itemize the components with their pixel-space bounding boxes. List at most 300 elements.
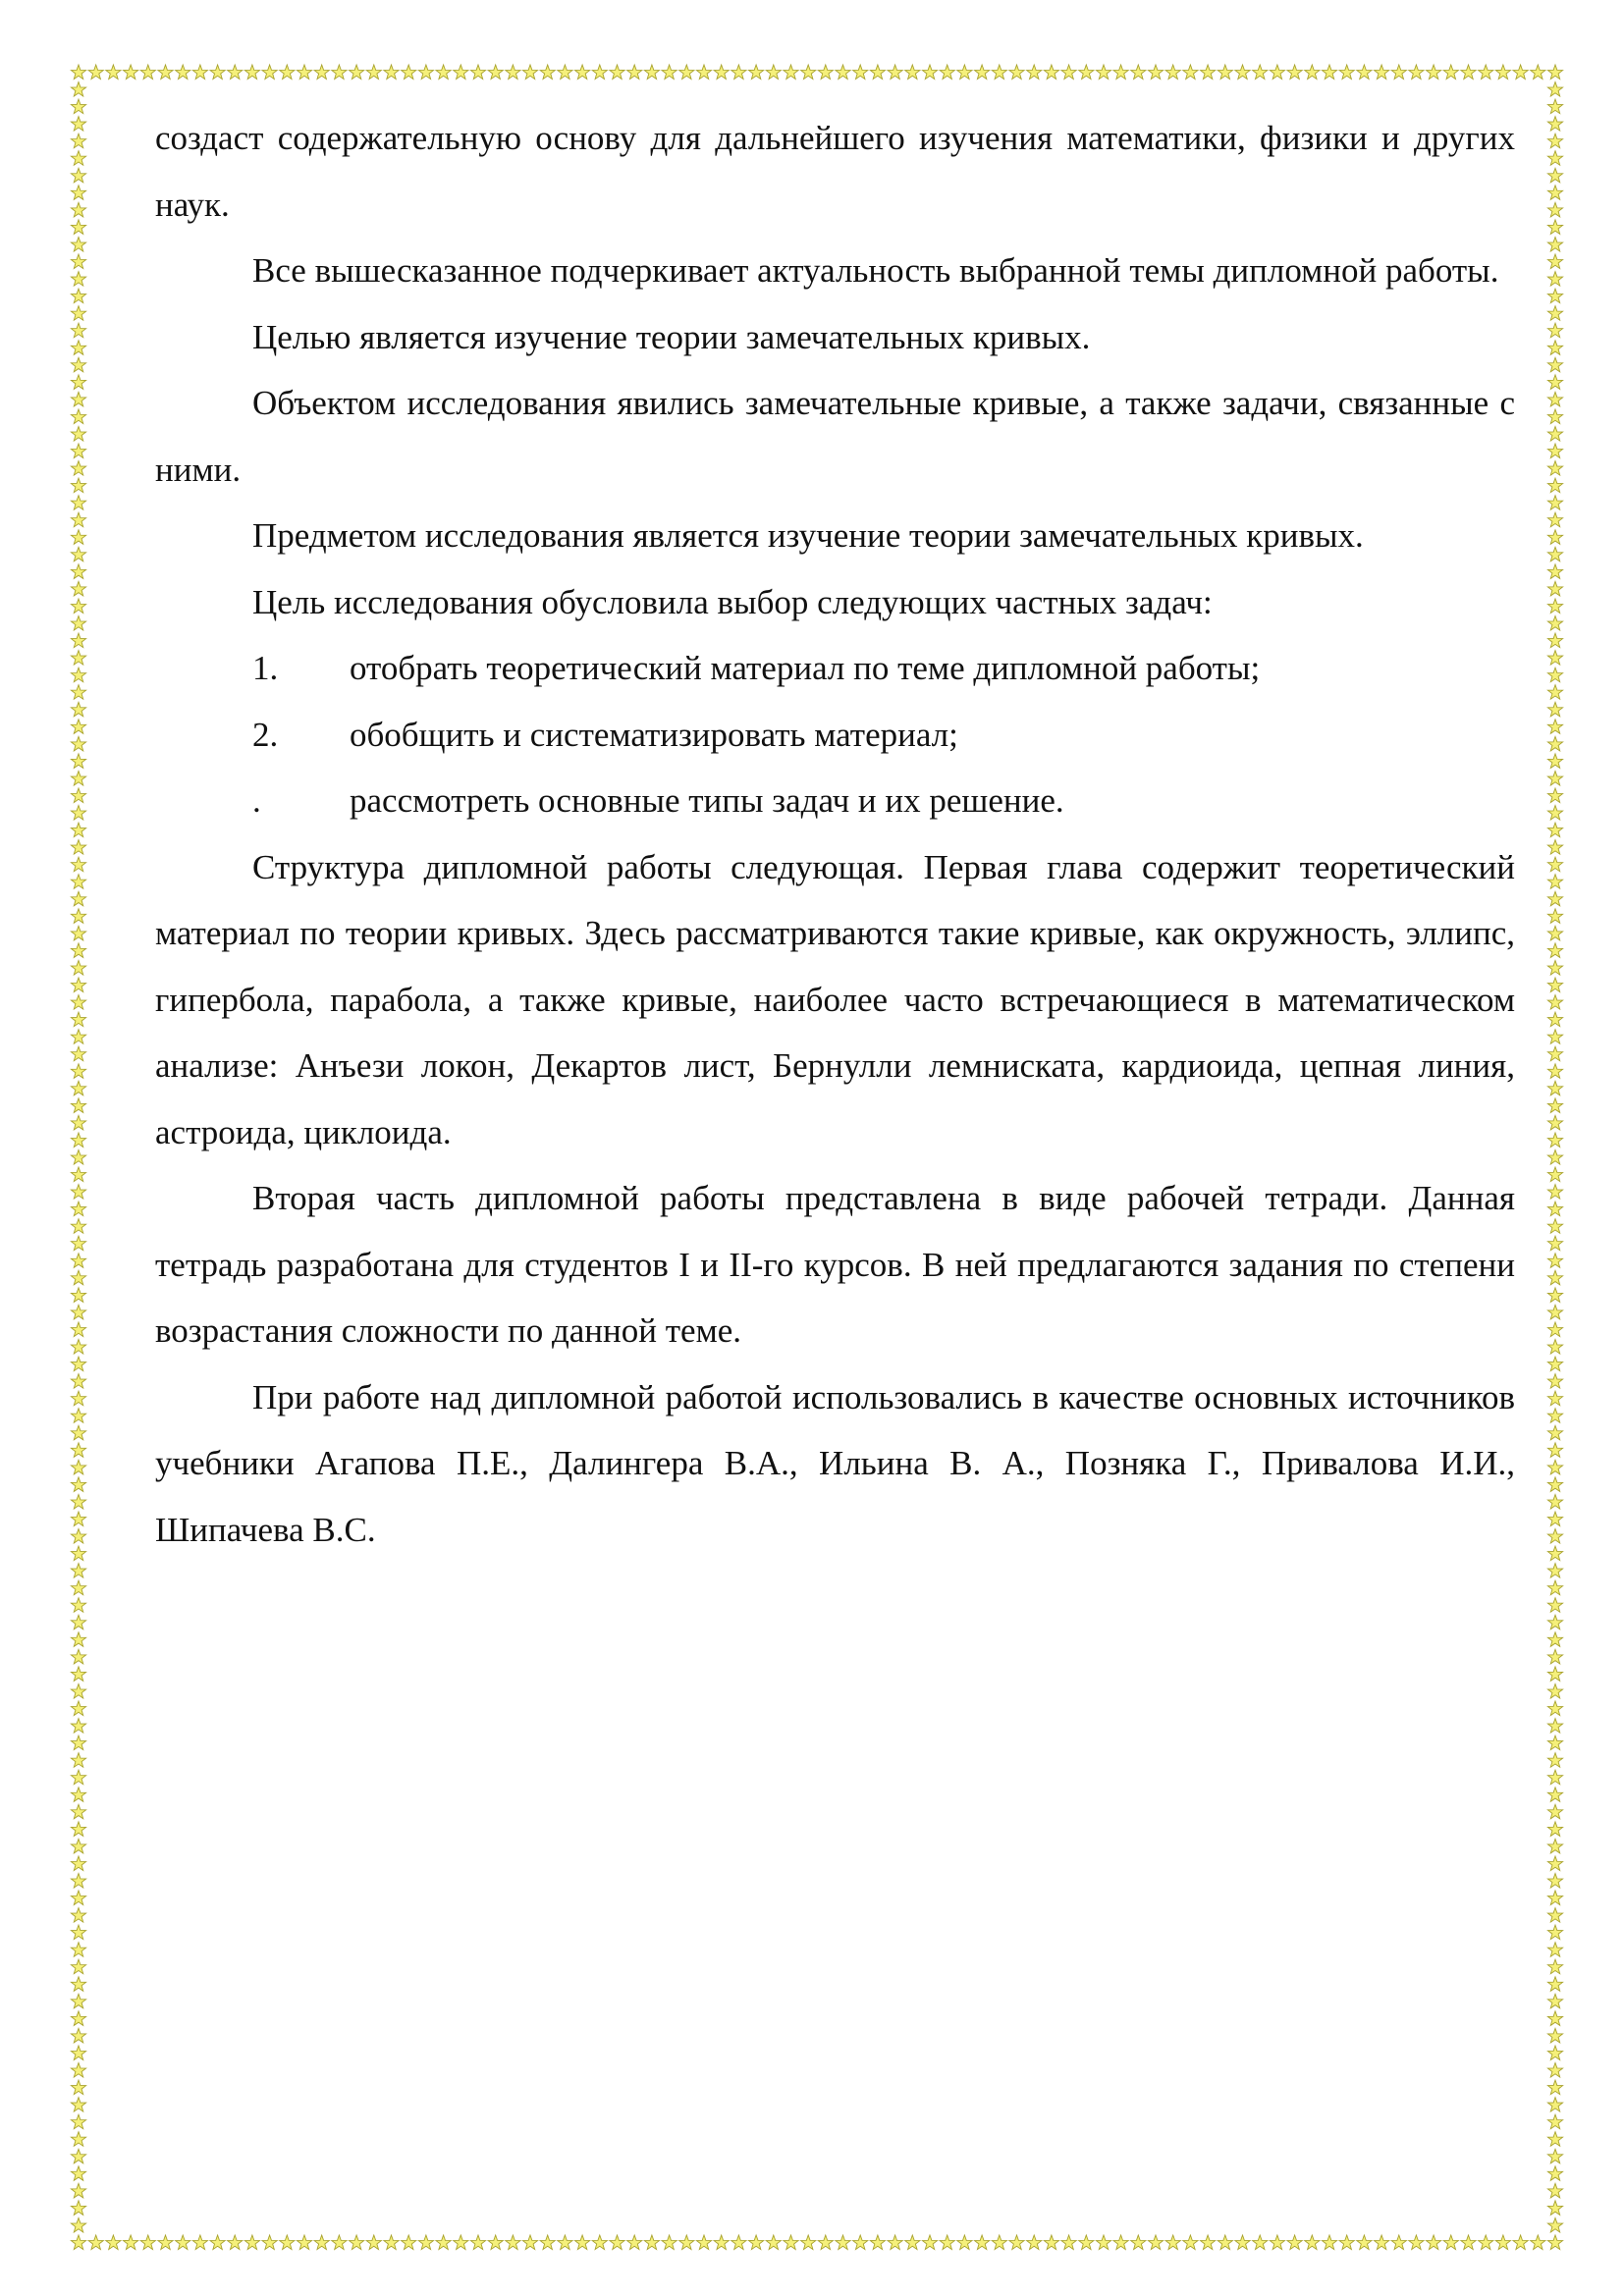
star-icon: [1547, 186, 1562, 200]
star-icon: [244, 65, 259, 80]
star-icon: [71, 1219, 85, 1234]
star-icon: [71, 375, 85, 390]
star-icon: [1201, 2235, 1216, 2250]
star-icon: [1165, 65, 1180, 80]
star-icon: [71, 512, 85, 527]
star-icon: [1547, 1770, 1562, 1785]
star-icon: [1547, 461, 1562, 476]
star-icon: [1148, 2235, 1163, 2250]
star-icon: [1061, 2235, 1076, 2250]
star-icon: [1443, 65, 1458, 80]
star-icon: [957, 65, 972, 80]
star-icon: [1547, 1546, 1562, 1561]
star-icon: [888, 2235, 902, 2250]
star-icon: [262, 2235, 277, 2250]
star-icon: [1547, 857, 1562, 872]
star-icon: [801, 2235, 816, 2250]
star-icon: [71, 891, 85, 906]
star-icon: [1547, 1684, 1562, 1699]
star-icon: [71, 323, 85, 338]
star-icon: [1547, 1891, 1562, 1905]
star-icon: [1547, 1477, 1562, 1492]
star-icon: [1027, 2235, 1042, 2250]
star-icon: [592, 2235, 607, 2250]
star-icon: [1547, 1735, 1562, 1750]
star-icon: [71, 599, 85, 614]
star-icon: [71, 823, 85, 837]
star-icon: [488, 65, 503, 80]
star-icon: [1339, 65, 1354, 80]
star-icon: [1547, 1977, 1562, 1992]
star-icon: [71, 1684, 85, 1699]
star-icon: [1461, 65, 1476, 80]
star-icon: [731, 2235, 746, 2250]
star-icon: [1547, 323, 1562, 338]
star-icon: [71, 1201, 85, 1216]
star-icon: [71, 1546, 85, 1561]
star-icon: [610, 2235, 624, 2250]
star-icon: [540, 65, 555, 80]
star-icon: [1547, 788, 1562, 803]
star-icon: [71, 702, 85, 717]
star-icon: [801, 65, 816, 80]
star-icon: [818, 2235, 833, 2250]
star-icon: [71, 530, 85, 545]
star-icon: [1547, 909, 1562, 924]
star-icon: [71, 806, 85, 821]
star-icon: [1547, 2063, 1562, 2078]
star-icon: [71, 1667, 85, 1682]
list-item-text: рассмотреть основные типы задач и их решение.: [350, 781, 1064, 820]
star-icon: [1547, 2218, 1562, 2233]
star-icon: [1547, 1632, 1562, 1647]
star-icon: [1079, 65, 1094, 80]
list-item: [155, 635, 1515, 702]
star-icon: [1409, 2235, 1424, 2250]
star-icon: [679, 65, 694, 80]
star-icon: [71, 1115, 85, 1130]
star-icon: [749, 2235, 764, 2250]
star-icon: [71, 1322, 85, 1337]
star-icon: [1547, 289, 1562, 303]
star-icon: [71, 1340, 85, 1355]
document-body: [155, 105, 1515, 1563]
paragraph-structure: Структура дипломной работы следующая. Первая глава содержит теоретический материал по теории кривых. Здесь рассматриваются такие кривые, как окружность, эллипс, гипербола, парабола, а также кривые, наиболее часто встречающиеся в математическом анализе: Анъези локон, Декартов лист, Бернулли лемниската, кардиоида, цепная линия, астроида, циклоида.: [155, 847, 1515, 1151]
star-icon: [1513, 65, 1528, 80]
star-icon: [1547, 1580, 1562, 1595]
star-icon: [558, 65, 572, 80]
star-icon: [71, 720, 85, 734]
star-icon: [905, 65, 920, 80]
star-icon: [1391, 2235, 1406, 2250]
star-icon: [71, 1391, 85, 1406]
star-icon: [366, 65, 381, 80]
star-icon: [1547, 2183, 1562, 2198]
list-item-number: 2.: [252, 715, 279, 754]
star-icon: [575, 65, 590, 80]
star-icon: [1547, 1512, 1562, 1526]
star-icon: [1547, 2114, 1562, 2129]
star-icon: [922, 2235, 937, 2250]
star-icon: [1061, 65, 1076, 80]
star-icon: [1547, 1959, 1562, 1974]
star-icon: [1547, 2080, 1562, 2095]
star-icon: [644, 65, 659, 80]
star-icon: [332, 2235, 347, 2250]
star-icon: [436, 2235, 451, 2250]
list-item-number: .: [252, 781, 261, 820]
star-icon: [71, 427, 85, 442]
star-icon: [1357, 2235, 1372, 2250]
star-icon: [1547, 1822, 1562, 1837]
star-icon: [1305, 2235, 1320, 2250]
star-icon: [71, 1167, 85, 1182]
star-icon: [1547, 1012, 1562, 1027]
star-icon: [940, 2235, 954, 2250]
star-icon: [71, 2080, 85, 2095]
star-icon: [1547, 478, 1562, 493]
star-icon: [402, 2235, 416, 2250]
star-icon: [71, 2114, 85, 2129]
star-icon: [992, 65, 1006, 80]
star-icon: [366, 2235, 381, 2250]
star-icon: [71, 117, 85, 132]
star-icon: [1547, 1443, 1562, 1458]
star-icon: [1547, 1649, 1562, 1664]
star-icon: [1547, 1804, 1562, 1819]
star-icon: [1547, 651, 1562, 666]
star-icon: [1427, 65, 1441, 80]
star-icon: [1547, 995, 1562, 1010]
star-icon: [1427, 2235, 1441, 2250]
star-icon: [71, 289, 85, 303]
star-icon: [1547, 1925, 1562, 1940]
star-icon: [71, 772, 85, 786]
star-icon: [940, 65, 954, 80]
star-icon: [71, 1753, 85, 1768]
star-icon: [506, 65, 520, 80]
star-icon: [71, 2046, 85, 2060]
star-icon: [71, 1133, 85, 1148]
list-item-number: 1.: [252, 649, 279, 687]
star-icon: [71, 633, 85, 648]
star-icon: [1547, 306, 1562, 321]
star-icon: [1547, 1753, 1562, 1768]
star-icon: [766, 65, 781, 80]
star-icon: [1547, 496, 1562, 510]
star-icon: [662, 2235, 677, 2250]
star-icon: [71, 444, 85, 458]
star-icon: [71, 995, 85, 1010]
star-icon: [870, 65, 885, 80]
star-icon: [228, 65, 243, 80]
star-icon: [436, 65, 451, 80]
star-icon: [1547, 1460, 1562, 1474]
star-icon: [1027, 65, 1042, 80]
star-icon: [71, 461, 85, 476]
star-icon: [1096, 65, 1110, 80]
star-icon: [384, 65, 399, 80]
star-icon: [1547, 1564, 1562, 1578]
star-icon: [71, 788, 85, 803]
star-icon: [1547, 1374, 1562, 1389]
star-icon: [1547, 1943, 1562, 1957]
star-icon: [1547, 978, 1562, 992]
star-icon: [71, 357, 85, 372]
star-icon: [71, 2235, 85, 2250]
star-icon: [1547, 806, 1562, 821]
star-icon: [784, 2235, 798, 2250]
star-icon: [1547, 427, 1562, 442]
star-icon: [332, 65, 347, 80]
star-icon: [1547, 547, 1562, 561]
star-icon: [1547, 685, 1562, 700]
star-icon: [1547, 2201, 1562, 2216]
list-item-text: обобщить и систематизировать материал;: [350, 715, 958, 754]
star-icon: [297, 65, 311, 80]
star-icon: [71, 961, 85, 976]
star-icon: [106, 2235, 121, 2250]
star-icon: [71, 1064, 85, 1079]
star-icon: [124, 65, 138, 80]
star-icon: [71, 1959, 85, 1974]
star-icon: [71, 1856, 85, 1871]
star-icon: [1547, 1856, 1562, 1871]
star-icon: [1547, 512, 1562, 527]
star-icon: [818, 65, 833, 80]
paragraph-second-part: Вторая часть дипломной работы представлена в виде рабочей тетради. Данная тетрадь разработана для студентов I и II-го курсов. В ней предлагаются задания по степени возрастания сложности по данной теме.: [155, 1179, 1515, 1350]
star-icon: [1547, 667, 1562, 682]
star-icon: [262, 65, 277, 80]
star-icon: [71, 341, 85, 355]
star-icon: [1547, 202, 1562, 217]
star-icon: [1235, 2235, 1250, 2250]
star-icon: [1547, 1236, 1562, 1251]
star-icon: [71, 1305, 85, 1319]
task-list: [155, 635, 1515, 834]
star-icon: [1201, 65, 1216, 80]
star-icon: [522, 2235, 537, 2250]
star-icon: [71, 133, 85, 148]
star-icon: [575, 2235, 590, 2250]
star-icon: [1547, 2046, 1562, 2060]
star-icon: [1531, 65, 1545, 80]
star-icon: [1547, 702, 1562, 717]
star-icon: [140, 65, 155, 80]
star-icon: [71, 1030, 85, 1044]
star-icon: [71, 1564, 85, 1578]
paragraph-tasks-intro: Цель исследования обусловила выбор следующих частных задач:: [252, 582, 1213, 621]
star-icon: [1375, 2235, 1389, 2250]
star-icon: [1547, 2028, 1562, 2043]
star-icon: [71, 65, 85, 80]
star-icon: [280, 65, 295, 80]
star-icon: [1375, 65, 1389, 80]
star-icon: [1443, 2235, 1458, 2250]
star-icon: [836, 65, 850, 80]
star-icon: [1547, 891, 1562, 906]
star-icon: [696, 2235, 711, 2250]
star-icon: [71, 547, 85, 561]
star-icon: [158, 65, 173, 80]
star-icon: [1531, 2235, 1545, 2250]
star-icon: [71, 1632, 85, 1647]
star-icon: [540, 2235, 555, 2250]
star-icon: [71, 151, 85, 166]
star-icon: [71, 840, 85, 855]
star-icon: [71, 1529, 85, 1544]
star-icon: [784, 65, 798, 80]
star-icon: [1547, 1391, 1562, 1406]
star-icon: [1547, 65, 1562, 80]
star-icon: [1547, 2235, 1562, 2250]
star-icon: [1287, 2235, 1302, 2250]
star-icon: [1547, 1150, 1562, 1165]
star-icon: [71, 1908, 85, 1923]
star-icon: [1009, 2235, 1024, 2250]
star-icon: [71, 1874, 85, 1889]
star-icon: [71, 272, 85, 287]
star-icon: [71, 392, 85, 406]
star-icon: [1547, 357, 1562, 372]
star-icon: [470, 2235, 485, 2250]
star-icon: [297, 2235, 311, 2250]
star-icon: [71, 1701, 85, 1716]
star-icon: [1547, 272, 1562, 287]
star-icon: [1044, 2235, 1058, 2250]
star-icon: [714, 2235, 729, 2250]
star-icon: [1322, 2235, 1336, 2250]
star-icon: [488, 2235, 503, 2250]
paragraph-continuation: создаст содержательную основу для дальнейшего изучения математики, физики и других наук.: [155, 119, 1515, 224]
star-icon: [1044, 65, 1058, 80]
star-icon: [1547, 1098, 1562, 1113]
star-icon: [71, 857, 85, 872]
star-icon: [853, 2235, 868, 2250]
star-icon: [71, 1254, 85, 1268]
star-icon: [1495, 65, 1510, 80]
star-icon: [1218, 65, 1232, 80]
star-icon: [1183, 2235, 1198, 2250]
star-icon: [992, 2235, 1006, 2250]
star-icon: [88, 2235, 103, 2250]
star-icon: [71, 1046, 85, 1061]
star-icon: [71, 978, 85, 992]
star-icon: [192, 65, 207, 80]
paragraph-object: Объектом исследования явились замечательные кривые, а также задачи, связанные с ними.: [155, 384, 1515, 489]
paragraph-sources: При работе над дипломной работой использовались в качестве основных источников учебники Агапова П.Е., Далингера В.А., Ильина В. А., Позняка Г., Привалова И.И., Шипачева В.С.: [155, 1377, 1515, 1549]
star-icon: [71, 564, 85, 579]
star-icon: [1547, 151, 1562, 166]
star-icon: [71, 2149, 85, 2163]
star-icon: [71, 2098, 85, 2112]
star-icon: [350, 65, 364, 80]
star-icon: [71, 1649, 85, 1664]
star-icon: [922, 65, 937, 80]
star-icon: [71, 651, 85, 666]
star-icon: [1547, 1305, 1562, 1319]
star-icon: [1547, 1357, 1562, 1371]
star-icon: [71, 1994, 85, 2008]
star-icon: [749, 65, 764, 80]
star-icon: [1495, 2235, 1510, 2250]
star-icon: [71, 1598, 85, 1613]
star-icon: [1547, 1425, 1562, 1440]
star-icon: [71, 1580, 85, 1595]
star-icon: [1409, 65, 1424, 80]
star-icon: [1547, 409, 1562, 424]
star-icon: [314, 2235, 329, 2250]
star-icon: [766, 2235, 781, 2250]
star-icon: [1391, 65, 1406, 80]
star-icon: [71, 1425, 85, 1440]
star-icon: [1547, 926, 1562, 940]
star-icon: [1547, 1598, 1562, 1613]
star-icon: [1547, 1201, 1562, 1216]
star-icon: [71, 1150, 85, 1165]
star-icon: [1547, 1615, 1562, 1629]
star-icon: [1547, 823, 1562, 837]
star-icon: [158, 2235, 173, 2250]
star-icon: [1547, 1219, 1562, 1234]
star-icon: [1547, 1081, 1562, 1095]
star-icon: [71, 82, 85, 97]
star-icon: [1547, 1185, 1562, 1200]
star-icon: [1547, 2011, 1562, 2026]
star-icon: [1547, 375, 1562, 390]
star-icon: [522, 65, 537, 80]
star-icon: [1547, 1115, 1562, 1130]
list-item: [155, 702, 1515, 769]
star-icon: [1547, 1874, 1562, 1889]
star-icon: [71, 1495, 85, 1510]
star-icon: [71, 926, 85, 940]
star-icon: [558, 2235, 572, 2250]
star-icon: [1547, 1322, 1562, 1337]
star-icon: [1461, 2235, 1476, 2250]
star-icon: [1547, 1288, 1562, 1303]
star-icon: [71, 2183, 85, 2198]
list-item-text: отобрать теоретический материал по теме дипломной работы;: [350, 649, 1261, 687]
star-icon: [1547, 1340, 1562, 1355]
paragraph-relevance: Все вышесказанное подчеркивает актуальность выбранной темы дипломной работы.: [252, 251, 1499, 290]
star-icon: [71, 1409, 85, 1423]
star-icon: [905, 2235, 920, 2250]
star-icon: [696, 65, 711, 80]
star-icon: [1547, 1167, 1562, 1182]
star-icon: [71, 909, 85, 924]
star-icon: [1547, 754, 1562, 769]
star-icon: [1547, 1064, 1562, 1079]
star-icon: [975, 65, 990, 80]
star-icon: [71, 1891, 85, 1905]
star-icon: [1339, 2235, 1354, 2250]
star-icon: [1547, 530, 1562, 545]
star-icon: [1131, 65, 1146, 80]
star-icon: [1547, 736, 1562, 751]
star-icon: [1322, 65, 1336, 80]
paragraph-subject: Предметом исследования является изучение теории замечательных кривых.: [252, 516, 1364, 555]
star-icon: [1079, 2235, 1094, 2250]
star-icon: [679, 2235, 694, 2250]
star-icon: [1270, 2235, 1284, 2250]
star-icon: [1253, 65, 1268, 80]
star-icon: [71, 2201, 85, 2216]
star-icon: [1218, 2235, 1232, 2250]
star-icon: [88, 65, 103, 80]
star-icon: [627, 2235, 642, 2250]
star-icon: [71, 186, 85, 200]
